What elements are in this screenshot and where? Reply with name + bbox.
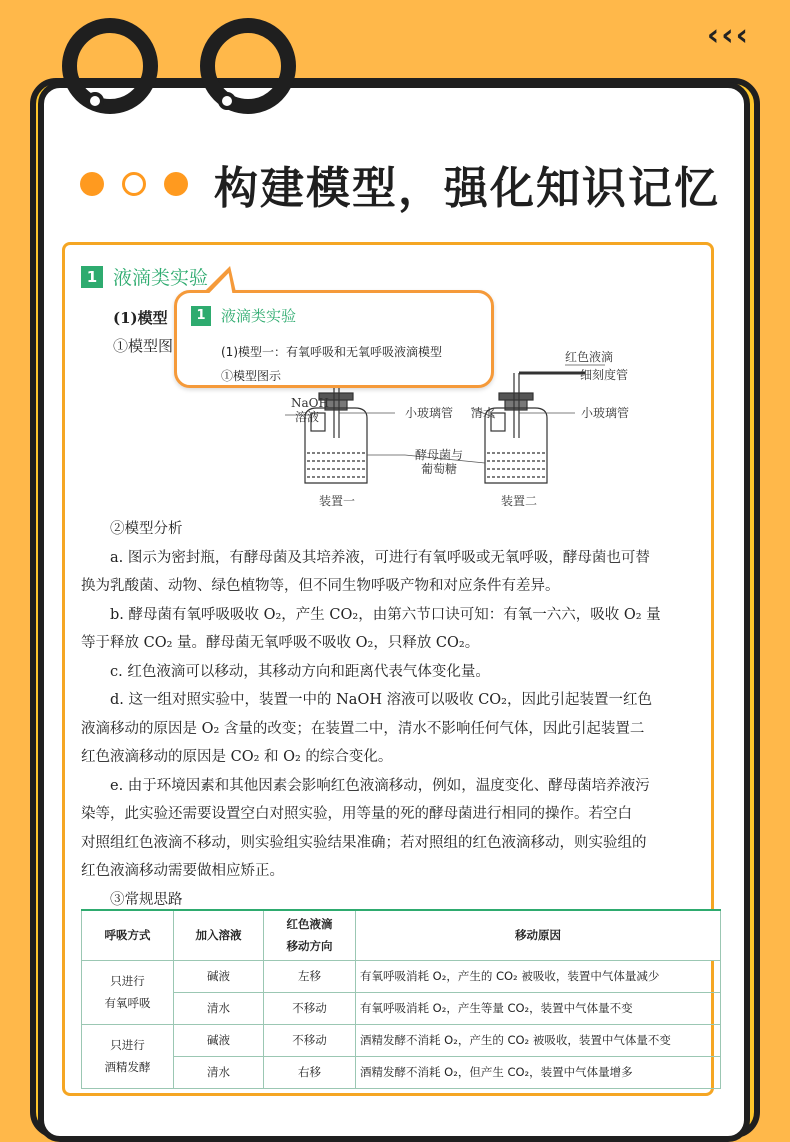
routine-heading: ③常规思路: [110, 891, 183, 908]
dot-icon: [122, 172, 146, 196]
direction-cell: 右移: [264, 1056, 356, 1088]
zoom-callout: [174, 290, 494, 388]
header-dir-line: 移动方向: [286, 939, 333, 954]
direction-cell: 不移动: [264, 1024, 356, 1056]
chevrons-decoration: ‹‹‹: [706, 18, 750, 53]
analysis-line: c. 红色液滴可以移动，其移动方向和距离代表气体变化量。: [110, 663, 490, 680]
header-dir-line: 红色液滴: [286, 917, 333, 932]
group-line: 只进行: [110, 1038, 145, 1052]
section-number: 1: [81, 266, 103, 288]
analysis-line: 换为乳酸菌、动物、绿色植物等，但不同生物呼吸产物和对应条件有差异。: [81, 578, 560, 594]
figure-label: ①模型图: [113, 337, 174, 355]
table-header-cell: 呼吸方式: [82, 910, 174, 960]
reason-cell: 有氧呼吸消耗 O₂，产生等量 CO₂，装置中气体量不变: [356, 992, 721, 1024]
group-line: 酒精发酵: [104, 1060, 151, 1074]
label-water: 清水: [471, 406, 496, 420]
table-header-row: [82, 910, 721, 960]
table-header-cell: 移动原因: [356, 910, 721, 960]
dot-icon: [80, 172, 104, 196]
respiration-type-cell: [82, 1024, 174, 1088]
label-glucose: 葡萄糖: [421, 462, 458, 476]
label-device-two: 装置二: [501, 494, 538, 508]
analysis-line: d. 这一组对照实验中，装置一中的 NaOH 溶液可以吸收 CO₂，因此引起装置一红色: [110, 692, 652, 708]
label-naoh: NaOH: [291, 396, 329, 410]
reason-cell: 酒精发酵不消耗 O₂，但产生 CO₂，装置中气体量增多: [356, 1056, 721, 1088]
binder-ring-left-icon: [62, 18, 158, 114]
table-row: [82, 1056, 721, 1088]
analysis-line: 液滴移动的原因是 O₂ 含量的改变；在装置二中，清水不影响任何气体，因此引起装置二: [81, 720, 645, 737]
label-red-drop: 红色液滴: [565, 350, 614, 364]
solution-cell: 碱液: [174, 960, 264, 992]
solution-cell: 碱液: [174, 1024, 264, 1056]
label-yeast: 酵母菌与: [415, 448, 464, 462]
ring-hole-icon: [86, 92, 104, 110]
callout-number: 1: [191, 306, 211, 326]
binder-ring-right-icon: [200, 18, 296, 114]
table-row: [82, 960, 721, 992]
direction-cell: 不移动: [264, 992, 356, 1024]
section-header: [81, 263, 208, 290]
ring-hole-icon: [218, 92, 236, 110]
table-row: [82, 1024, 721, 1056]
dot-icon: [164, 172, 188, 196]
group-line: 有氧呼吸: [104, 996, 151, 1010]
callout-header: [191, 305, 296, 326]
solution-cell: 清水: [174, 992, 264, 1024]
analysis-heading: ②模型分析: [110, 521, 183, 537]
analysis-line: e. 由于环境因素和其他因素会影响红色液滴移动，例如，温度变化、酵母菌培养液污: [110, 777, 650, 794]
analysis-line: 红色液滴移动需要做相应矫正。: [81, 863, 284, 879]
analysis-line: 等于释放 CO₂ 量。酵母菌无氧呼吸不吸收 O₂，只释放 CO₂。: [81, 635, 480, 651]
device-two-icon: [485, 373, 585, 483]
group-line: 只进行: [110, 974, 145, 988]
analysis-line: 染等，此实验还需要设置空白对照实验，用等量的死的酵母菌进行相同的操作。若空白: [81, 806, 632, 822]
analysis-line: 红色液滴移动的原因是 CO₂ 和 O₂ 的综合变化。: [81, 749, 393, 765]
title-row: [80, 152, 720, 216]
analysis-line: a. 图示为密封瓶，有酵母菌及其培养液，可进行有氧呼吸或无氧呼吸，酵母菌也可替: [110, 549, 650, 566]
respiration-type-cell: [82, 960, 174, 1024]
section-title: 液滴类实验: [113, 267, 209, 289]
analysis-body: [81, 515, 717, 914]
analysis-line: b. 酵母菌有氧呼吸吸收 O₂，产生 CO₂，由第六节口诀可知：有氧一六六，吸收 O₂ 量: [110, 606, 661, 623]
label-device-one: 装置一: [319, 494, 356, 508]
table-row: [82, 992, 721, 1024]
callout-subtitle: (1)模型一：有氧呼吸和无氧呼吸液滴模型: [221, 345, 442, 359]
label-scale-tube-2: 细刻度管: [580, 368, 629, 382]
device-one-icon: [305, 373, 367, 483]
table-header-cell: [264, 910, 356, 960]
reason-cell: 有氧呼吸消耗 O₂，产生的 CO₂ 被吸收，装置中气体量减少: [356, 960, 721, 992]
callout-figure-label: ①模型图示: [221, 369, 282, 383]
page-title: 构建模型，强化知识记忆: [214, 163, 720, 214]
reason-cell: 酒精发酵不消耗 O₂，产生的 CO₂ 被吸收，装置中气体量不变: [356, 1024, 721, 1056]
label-small-tube-1: 小玻璃管: [405, 406, 454, 420]
label-small-tube-2: 小玻璃管: [581, 406, 630, 420]
routine-table: [81, 909, 721, 1089]
model-label: (1)模型: [113, 309, 168, 327]
analysis-line: 对照组红色液滴不移动，则实验组实验结果准确；若对照组的红色液滴移动，则实验组的: [81, 834, 647, 851]
callout-title: 液滴类实验: [221, 307, 297, 325]
direction-cell: 左移: [264, 960, 356, 992]
table-header-cell: 加入溶液: [174, 910, 264, 960]
label-solution: 溶液: [295, 410, 320, 424]
solution-cell: 清水: [174, 1056, 264, 1088]
